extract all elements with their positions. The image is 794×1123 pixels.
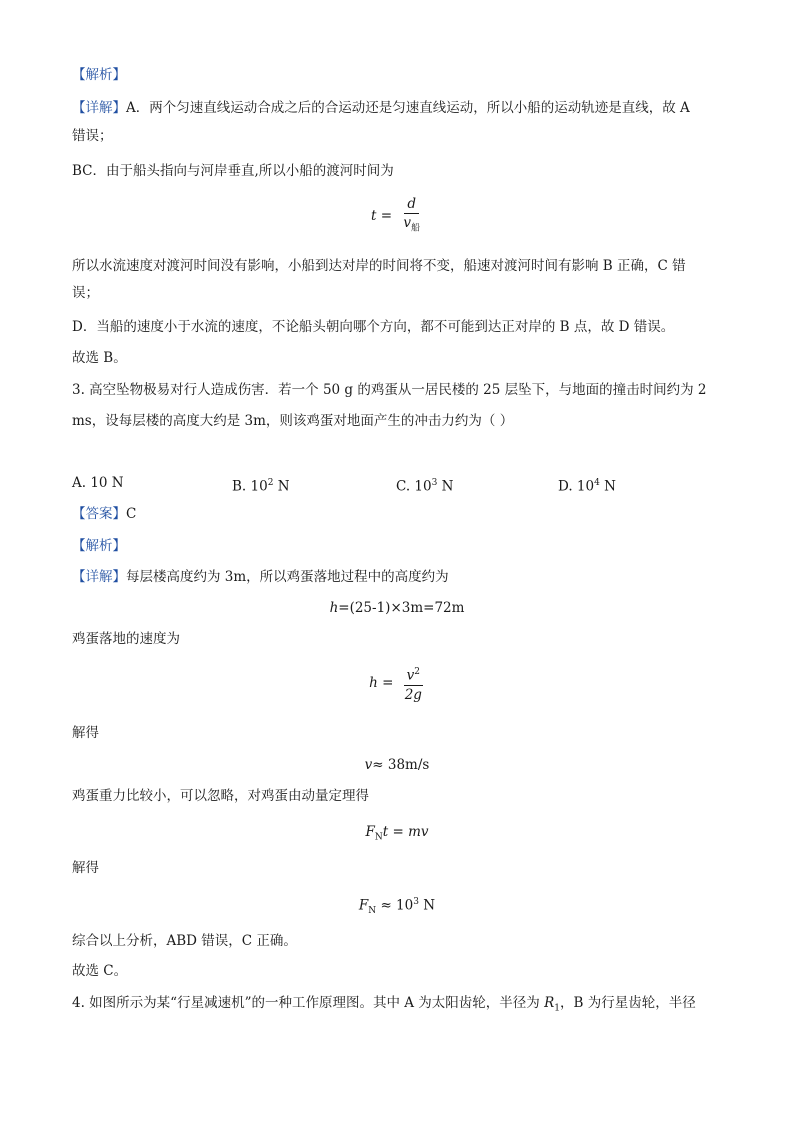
- solve-line-1: 解得: [72, 725, 99, 741]
- eq-v-rhs: ≈ 38m/s: [372, 757, 430, 773]
- eq-v-lhs: v: [364, 757, 373, 773]
- option-a: A. 10 N: [72, 475, 124, 491]
- eq-h-rhs: =(25-1)×3m=72m: [338, 600, 465, 616]
- option-d: D. $10^4$ N: [558, 478, 616, 495]
- eq-fn-sub: N: [368, 906, 377, 917]
- detail-text-1: A．两个匀速直线运动合成之后的合运动还是匀速直线运动，所以小船的运动轨迹是直线，故 A: [126, 100, 690, 116]
- equation-force-result: $F_N \approx 10^3$ N: [358, 897, 436, 917]
- water-explanation-line2: 误；: [72, 285, 99, 301]
- equation-kinematics: [0, 664, 794, 703]
- answer-row: [72, 505, 732, 523]
- equation-height: [0, 599, 794, 617]
- question3-line1: 3. 高空坠物极易对行人造成伤害．若一个 50 g 的鸡蛋从一居民楼的 25 层坠下，与地面的撞击时间约为 2: [72, 382, 707, 398]
- eq-t-fraction: [400, 196, 423, 237]
- eq-ft-rhs: t = mv: [382, 824, 429, 840]
- choose-c: 故选 C。: [72, 963, 128, 979]
- detail-paragraph-2: [72, 568, 732, 586]
- gravity-line: 鸡蛋重力比较小，可以忽略，对鸡蛋由动量定理得: [72, 788, 369, 804]
- option-c: C. $10^3$ N: [396, 478, 454, 495]
- water-explanation-line1: 所以水流速度对渡河时间没有影响，小船到达对岸的时间将不变，船速对渡河时间有影响 B 正确，C 错: [72, 258, 686, 274]
- eq-ft-sub: N: [374, 832, 383, 843]
- radius-symbol: R: [544, 995, 555, 1011]
- choose-b: 故选 B。: [72, 350, 127, 366]
- answer-tag: 【答案】: [72, 506, 126, 522]
- eq-h-lhs: h: [329, 600, 339, 616]
- eq-t-den-sub: 船: [410, 223, 420, 234]
- speed-line: 鸡蛋落地的速度为: [72, 631, 180, 647]
- summary-line: 综合以上分析，ABD 错误，C 正确。: [72, 933, 297, 949]
- eq-t-numerator: d: [404, 196, 419, 214]
- eq-h2-denominator: 2g: [404, 686, 422, 703]
- equation-velocity: [0, 756, 794, 774]
- d-explanation: D．当船的速度小于水流的速度，不论船头朝向哪个方向，都不可能到达正对岸的 B 点，故 D 错误。: [72, 319, 675, 335]
- solve-line-2: 解得: [72, 860, 99, 876]
- detail-continuation-1: 错误；: [72, 128, 113, 144]
- question4-line1: 4. 如图所示为某“行星减速机”的一种工作原理图。其中 A 为太阳齿轮，半径为 $R_1$，B 为行星齿轮，半径: [72, 995, 696, 1014]
- option-b: B. $10^2$ N: [232, 478, 290, 495]
- bc-explanation: BC．由于船头指向与河岸垂直,所以小船的渡河时间为: [72, 163, 394, 179]
- answer-value: C: [126, 506, 137, 522]
- detail-tag-2: 【详解】: [72, 569, 126, 585]
- eq-t-denominator: $v_船$: [403, 215, 420, 234]
- eq-h2-lhs: h =: [369, 674, 394, 691]
- equation-momentum: $F_Nt$ = mv: [365, 824, 429, 843]
- question3-line2: ms，设每层楼的高度大约是 3m，则该鸡蛋对地面产生的冲击力约为（ ）: [72, 413, 514, 429]
- detail-tag-1: 【详解】: [72, 100, 126, 116]
- eq-t-lhs: t: [371, 207, 377, 224]
- analysis-heading-2: 【解析】: [72, 538, 126, 554]
- detail-text-2: 每层楼高度约为 3m，所以鸡蛋落地过程中的高度约为: [126, 569, 449, 585]
- equation-crossing-time: t = $\frac{d}{v_船}$: [0, 196, 794, 237]
- eq-h2-fraction: [402, 664, 425, 703]
- detail-paragraph-1: [72, 99, 732, 117]
- eq-h2-numerator: $v^2$: [404, 664, 423, 686]
- analysis-heading-1: 【解析】: [72, 67, 126, 83]
